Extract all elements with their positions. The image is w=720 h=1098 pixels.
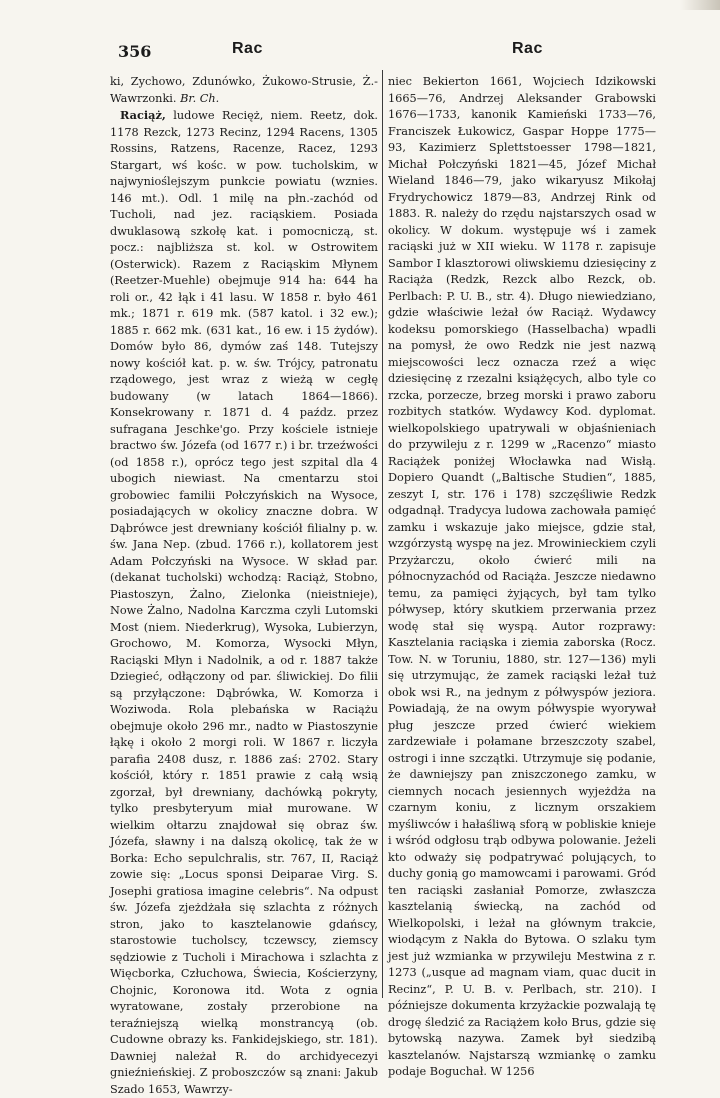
entry-headword: Raciąż, — [120, 108, 166, 122]
running-head-left: Rac — [232, 40, 263, 57]
entry-body-left: ludowe Recięż, niem. Reetz, dok. 1178 Rezck, 1273 Recinz, 1294 Racens, 1305 Rossins, Ratzens, Racenze, Racez, 1293 Stargart, wś kośc. w pow. tucholskim, w najwynioślejszym punkcie powiatu (wznies. 146 mt.). Odl. 1 milę na płn.-zachód od Tucholi, nad jez. raciąskiem. Posiada dwuklasową szkołę kat. i pomocniczą, st. pocz.: najbliższa st. kol. w Ostrowitem (Osterwick). Razem z Raciąskim Młynem (Reetzer-Muehle) obejmuje 914 ha: 644 ha roli or., 42 łąk i 41 lasu. W 1858 r. było 461 mk.; 1871 r. 619 mk. (587 katol. i 32 ew.); 1885 r. 662 mk. (631 kat., 16 ew. i 15 żydów). Domów było 86, dymów zaś 148. Tutejszy nowy kościół kat. p. w. św. Trójcy, patronatu rządowego, jest wraz z wieżą w cegłę budowany (w latach 1864—1866). Konsekrowany r. 1871 d. 4 paźdz. przez sufragana Jeschke'go. Przy kościele istnieje bractwo św. Józefa (od 1677 r.) i br. trzeźwości (od 1858 r.), oprócz tego jest szpital dla 4 ubogich niewiast. Na cmentarzu stoi grobowiec familii Połczyńskich na Wysoce, posiadających w okolicy znaczne dobra. W Dąbrówce jest drewniany kościół filialny p. w. św. Jana Nep. (zbud. 1766 r.), kollatorem jest Adam Połczyński na Wysoce. W skład par. (dekanat tucholski) wchodzą: Raciąż, Stobno, Piastoszyn, Żalno, Zielonka (nieistnieje), Nowe Żalno, Nadolna Karczma czyli Lutomski Most (niem. Niederkrug), Wysoka, Lubierzyn, Grochowo, M. Komorza, Wysocki Młyn, Raciąski Młyn i Nadolnik, a od r. 1887 także Dziegieć, odłączony od par. śliwickiej. Do filii są przyłączone: Dąbrówka, W. Komorza i Woziwoda. Rola plebańska w Raciążu obejmuje około 296 mr., nadto w Piastoszynie łąkę i około 2 morgi roli. W 1867 r. liczyła parafia 2408 dusz, r. 1886 zaś: 2702. Stary kościół, który r. 1851 prawie z całą wsią zgorzał, był drewniany, dachówką pokryty, tylko presbyteryum miał murowane. W wielkim ołtarzu znajdował się obraz św. Józefa, sławny i na dalszą okolicę, tak że w Borka: Echo sepulchralis, str. 767, II, Raciąż zowie się: „Locus sponsi Deiparae Virg. S. Josephi gratiosa imagine celebris“. Na odpust św. Józefa zjeżdżała się szlachta z różnych stron, jako to kasztelanowie gdańscy, starostowie tucholscy, tczewscy, ziemscy sędziowie z Tucholi i Mirachowa i szlachta z Więcborka, Człuchowa, Świecia, Kościerzyny, Chojnic, Koronowa itd. Wota z ognia wyratowane, zostały przerobione na teraźniejszą wielką monstrancyą (ob. Cudowne obrazy ks. Fankidejskiego, str. 181). Dawniej należał R. do archidyecezyi gnieźnieńskiej. Z proboszczów są znani: Jakub Szado 1653, Wawrzy- — [110, 109, 378, 1096]
continued-entry-text: ki, Zychowo, Zdunówko, Żukowo-Strusie, Ż.-Wawrzonki. — [110, 75, 378, 105]
page-corner-shade — [680, 0, 720, 10]
author-signature: Br. Ch. — [180, 91, 220, 105]
entry-body-right: niec Bekierton 1661, Wojciech Idzikowski 1665—76, Andrzej Aleksander Grabowski 1676—1733, kanonik Kamieński 1733—76, Franciszek Łukowicz, Gaspar Hoppe 1775—93, Kazimierz Splettstoesser 1798—1821, Michał Połczyński 1821—45, Józef Michał Wieland 1846—79, jako wikaryusz Mikołaj Frydrychowicz 1879—83, Andrzej Rink od 1883. R. należy do rzędu najstarszych osad w okolicy. W dokum. występuje wś i zamek raciąski już w XII wieku. W 1178 r. zapisuje Sambor I klasztorowi oliwskiemu dziesięciny z Raciąża (Redzk, Rezck albo Rezck, ob. Perlbach: P. U. B., str. 4). Długo niewiedziano, gdzie właściwie leżał ów Raciąż. Wydawcy kodeksu pomorskiego (Hasselbacha) wpadli na pomysł, że owo Redzk nie jest nazwą miejscowości lecz oznacza rzeź a więc dziesięcinę z rzezalni książęcych, albo tyle co rzcka, porzecze, brzeg morski i prawo zaboru rozbitych statków. Wydawcy Kod. dyplomat. wielkopolskiego upatrywali w objaśnieniach do przywileju z r. 1299 w „Racenzo“ miasto Raciążek poniżej Włocławka nad Wisłą. Dopiero Quandt („Baltische Studien“, 1885, zeszyt I, str. 176 i 178) szczęśliwie Redzk odgadnął. Tradycya ludowa zachowała pamięć zamku i wskazuje jako miejsce, gdzie stał, wzgórzystą wyspę na jez. Mrowinieckiem czyli Przyżarczu, około ćwierć mili na północnyzachód od Raciąża. Jeszcze niedawno temu, za pamięci żyjących, był tam tylko półwysep, który skutkiem przerwania przez wodę stał się wyspą. Autor rozprawy: Kasztelania raciąska i ziemia zaborska (Rocz. Tow. N. w Toruniu, 1880, str. 127—136) myli się utrzymując, że zamek raciąski leżał tuż obok wsi R., na jednym z półwyspów jeziora. Powiadają, że na owym półwyspie wyorywał pług jeszcze przed ćwierć wiekiem zardzewiałe i połamane brzeszczoty szabel, ostrogi i inne szczątki. Utrzymuje się podanie, że dawniejszy pan zniszczonego zamku, w ciemnych nocach jesiennych wyjeżdża na czarnym koniu, z licznym orszakiem myśliwców i hałaśliwą sforą w pobliskie knieje i wśród odgłosu trąb odbywa polowanie. Jeżeli kto odważy się podpatrywać polujących, to duchy gonią go mamowcami i parowami. Gród ten raciąski zasłaniał Pomorze, zwłaszcza kasztelanią świecką, na zachód od Wielkopolski, i leżał na głównym trakcie, wiodącym z Nakła do Bytowa. O szlaku tym jest już wzmianka w przywileju Mestwina z r. 1273 („usque ad magnam viam, quac ducit in Recinz“, P. U. B. v. Perlbach, str. 210). I późniejsze dokumenta krzyżackie pozwalają tę drogę śledzić za Raciążem koło Brus, gdzie się bytowską nazywa. Zamek był siedzibą kasztelanów. Najstarszą wzmiankę o zamku podaje Boguchał. W 1256 — [388, 75, 656, 1078]
entry-raciaz — [110, 107, 378, 1098]
right-column — [388, 74, 656, 1078]
column-divider — [382, 70, 383, 998]
left-column — [110, 74, 378, 1096]
running-head-right: Rac — [512, 40, 543, 57]
page-number: 356 — [118, 42, 152, 61]
continued-entry — [110, 74, 378, 107]
